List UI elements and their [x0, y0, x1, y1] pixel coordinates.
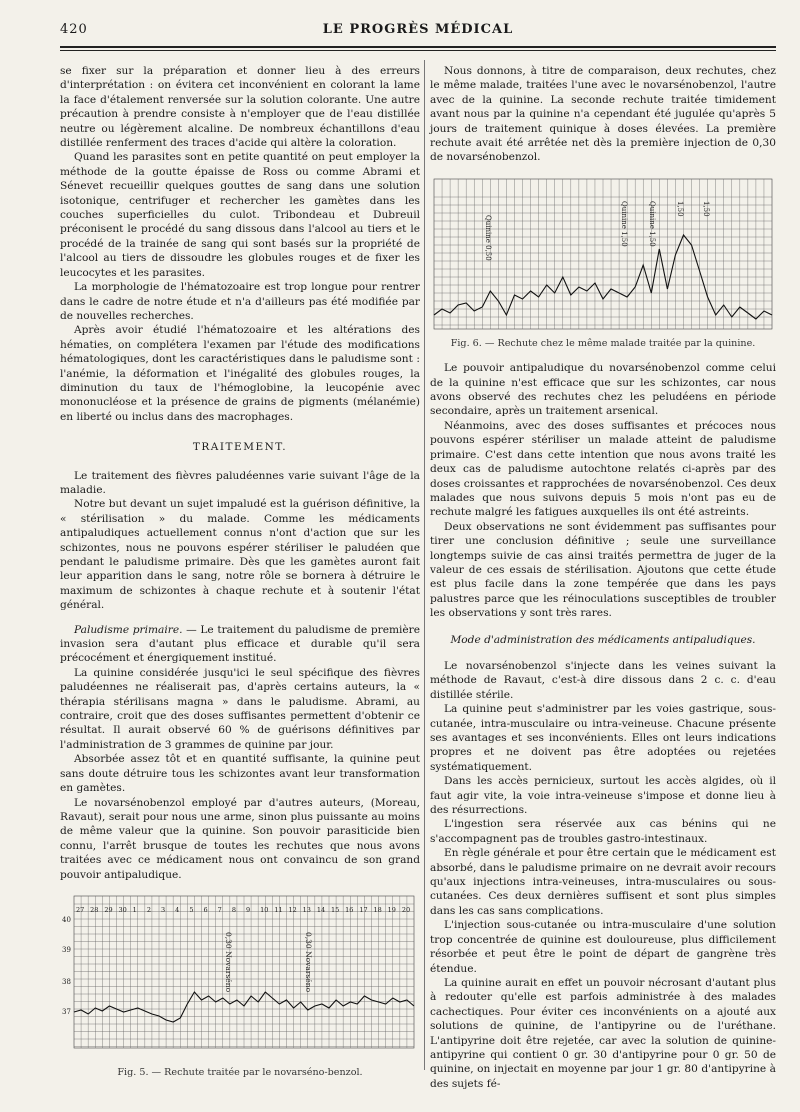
- paragraph: L'injection sous-cutanée ou intra-musculaire d'une solution trop concentrée de quinine est douloureuse, plus difficilement résorbée et peut être le point de départ de gangrène très étendue.: [430, 919, 776, 975]
- day-label: 16: [345, 905, 354, 914]
- dose-annotation: Quinine 0,50: [484, 214, 492, 261]
- paragraph: Le traitement des fièvres paludéennes varie suivant l'âge de la maladie.: [60, 469, 420, 496]
- dose-annotation: Quinine 1,50: [620, 200, 628, 247]
- paragraph: Absorbée assez tôt et en quantité suffisante, la quinine peut sans doute détruire tous les schizontes avant leur transformation en gamètes.: [60, 753, 420, 795]
- section-subheading: Mode d'administration des médicaments antipaludiques.: [450, 633, 756, 646]
- day-label: 27: [76, 905, 85, 914]
- column-divider: [424, 60, 425, 1070]
- day-label: 9: [246, 905, 251, 914]
- paragraph: Le novarsénobenzol employé par d'autres auteurs, (Moreau, Ravaut), serait pour nous une arme, sinon plus puissante au moins de même valeur que la quinine. Son pouvoir parasiticide bien connu, l'arrêt brusque de toutes les rechutes que nous avons traitées avec ce médicament nous ont convaincu de son grand pouvoir antipaludique.: [60, 796, 420, 881]
- y-tick-label: 40: [62, 915, 71, 924]
- day-label: 29: [104, 905, 113, 914]
- figure-caption: Fig. 6. — Rechute chez le même malade traitée par la quinine.: [450, 337, 756, 349]
- paragraph: [60, 623, 420, 666]
- day-label: 8: [231, 905, 236, 914]
- paragraph-body: — Le traitement du paludisme de première invasion sera d'autant plus efficace et durable qu'il sera précocément et énergiquement institué.: [60, 623, 420, 665]
- paragraph: Après avoir étudié l'hématozoaire et les altérations des hématies, on complétera l'examen par l'étude des modifications hématologiques, dont les caractéristiques dans le paludisme sont : l'anémie, la déformation et l'inégalité des globules rouges, la diminution du taux de l'hémoglobine, la leucopénie avec mononucléose et la présence de grains de pigments (mélanémie) en liberté ou inclus dans des macrophages.: [60, 324, 420, 423]
- paragraph: Deux observations ne sont évidemment pas suffisantes pour tirer une conclusion définitive ; seule une surveillance longtemps suivie de cas ainsi traités permettra de juger de la valeur de ces essais de stérilisation. Ajoutons que cette étude est plus facile dans la zone tempérée que dans les pays palustres parce que les réinoculations susceptibles de troubler les observations y sont très rares.: [430, 520, 776, 620]
- dose-annotation: 1,50: [702, 200, 710, 217]
- left-column: [60, 64, 420, 1082]
- running-header: [60, 20, 776, 42]
- paragraph: Néanmoins, avec des doses suffisantes et précoces nous pouvons espérer stériliser un malade atteint de paludisme primaire. C'est dans cette intention que nous avons traité les deux cas de paludisme autochtone relatés ci-après par des doses croissantes et rapprochées de novarsénobenzol. Ces deux malades que nous suivons depuis 5 mois n'ont pas eu de rechute malgré les fatigues auxquelles ils ont été astreints.: [430, 419, 776, 519]
- day-label: 12: [288, 905, 297, 914]
- day-label: 7: [217, 905, 222, 914]
- y-tick-label: 38: [62, 977, 71, 986]
- day-label: 28: [90, 905, 99, 914]
- day-label: 20: [401, 905, 411, 914]
- figure-5: [60, 892, 420, 1080]
- day-label: 19: [387, 905, 396, 914]
- day-label: 14: [316, 905, 326, 914]
- paragraph: En règle générale et pour être certain que le médicament est absorbé, dans le paludisme primaire on ne devrait avoir recours qu'aux injections intra-veineuses, intra-musculaires ou sous-cutanées. Ces deux dernières suffisent et sont plus simples dans les cas sans complications.: [430, 847, 776, 917]
- temperature-chart-fig6: [430, 175, 776, 335]
- temperature-chart-fig5: [60, 892, 420, 1064]
- day-label: 18: [373, 905, 382, 914]
- day-label: 30: [118, 905, 127, 914]
- dose-annotation: Quinine 1,50: [648, 200, 656, 247]
- paragraph: Notre but devant un sujet impaludé est la guérison définitive, la « stérilisation » du malade. Comme les médicaments antipaludiques actuellement connus n'ont d'action que sur les schizontes, nous ne pouvons espérer stériliser le paludéen que pendant le paludisme primaire. Dès que les gamètes auront fait leur apparition dans le sang, notre rôle se bornera à détruire le maximum de schizontes à chaque rechute et à soutenir l'état général.: [60, 498, 420, 612]
- page-number: 420: [60, 22, 88, 37]
- paragraph: La morphologie de l'hématozoaire est trop longue pour rentrer dans le cadre de notre étude et n'a d'ailleurs pas été modifiée par de nouvelles recherches.: [60, 281, 420, 322]
- y-tick-label: 39: [62, 945, 71, 954]
- header-rule-thin: [60, 50, 776, 51]
- journal-title: LE PROGRÈS MÉDICAL: [322, 22, 514, 37]
- figure-6: [430, 175, 776, 351]
- day-label: 10: [260, 905, 269, 914]
- paragraph: Quand les parasites sont en petite quantité on peut employer la méthode de la goutte épaisse de Ross ou comme Abrami et Sénevet recueillir quelques gouttes de sang dans une solution isotonique, centrifuger et rechercher les gamètes dans les couches superficielles du culot. Tribondeau et Dubreuil préconisent le procédé du sang dissous dans l'alcool au tiers et le procédé de la trainée de sang qui sont basés sur la propriété de l'alcool au tiers de dissoudre les globules rouges et de fixer les leucocytes et les parasites.: [60, 151, 420, 279]
- day-label: 15: [331, 905, 340, 914]
- day-label: 1: [132, 905, 137, 914]
- right-column: [430, 64, 776, 1091]
- paragraph: Nous donnons, à titre de comparaison, deux rechutes, chez le même malade, traitées l'une avec le novarsénobenzol, l'autre avec de la quinine. La seconde rechute traitée timidement avant nous par la quinine n'a cependant été jugulée qu'après 5 jours de traitement quinique à doses élevées. La première rechute avait été arrêtée net dès la première injection de 0,30 de novarsénobenzol.: [430, 65, 776, 164]
- paragraph: La quinine considérée jusqu'ici le seul spécifique des fièvres paludéennes ne réaliserait pas, d'après certains auteurs, la « thérapia stérilisans magna » dans le paludisme. Abrami, au contraire, croit que des doses suffisantes permettent d'obtenir ce résultat. Il aurait observé 60 % de guérisons définitives par l'administration de 3 grammes de quinine par jour.: [60, 666, 420, 751]
- paragraph: La quinine peut s'administrer par les voies gastrique, sous-cutanée, intra-musculaire ou intra-veineuse. Chacune présente ses avantages et ses inconvénients. Elles ont leurs indications propres et ne doivent pas être adoptées ou rejetées systématiquement.: [430, 703, 776, 773]
- paragraph: se fixer sur la préparation et donner lieu à des erreurs d'interprétation : on évitera cet inconvénient en colorant la lame la face d'étalement renversée sur la solution colorante. Une autre précaution à prendre consiste à n'employer que de l'eau distillée neutre ou légèrement alcaline. De nombreux échantillons d'eau distillée renferment des traces d'acide qui altère la coloration.: [60, 65, 420, 150]
- paragraph: Dans les accès pernicieux, surtout les accès algides, où il faut agir vite, la voie intra-veineuse s'impose et donne lieu à des résurrections.: [430, 775, 776, 817]
- figure-caption: Fig. 5. — Rechute traitée par le novarséno-benzol.: [117, 1066, 363, 1078]
- injection-annotation: 0,30 Novarséno: [224, 931, 233, 993]
- injection-annotation: 0,30 Novarséno: [304, 931, 313, 993]
- day-label: 6: [203, 905, 208, 914]
- dose-annotation: 1,50: [676, 200, 684, 217]
- paragraph: La quinine aurait en effet un pouvoir nécrosant d'autant plus à redouter qu'elle est parfois administrée à des malades cachectiques. Pour éviter ces inconvénients on a ajouté aux solutions de quinine, de l'antipyrine ou de l'uréthane. L'antipyrine doit être rejetée, car avec la solution de quinine-antipyrine qui contient 0 gr. 30 d'antipyrine pour 0 gr. 50 de quinine, on injectait en moyenne par jour 1 gr. 80 d'antipyrine à des sujets fé-: [430, 976, 776, 1090]
- header-rule: [60, 46, 776, 48]
- day-label: 2: [146, 905, 151, 914]
- paragraph: Le pouvoir antipaludique du novarsénobenzol comme celui de la quinine n'est efficace que sur les schizontes, car nous avons observé des rechutes chez les peludéens en période secondaire, après un traitement arsenical.: [430, 362, 776, 418]
- day-label: 17: [359, 905, 368, 914]
- day-label: 13: [302, 905, 311, 914]
- day-label: 5: [189, 905, 194, 914]
- paragraph: Le novarsénobenzol s'injecte dans les veines suivant la méthode de Ravaut, c'est-à dire dissous dans 2 c. c. d'eau distillée stérile.: [430, 659, 776, 701]
- paragraph: L'ingestion sera réservée aux cas bénins qui ne s'accompagnent pas de troubles gastro-intestinaux.: [430, 818, 776, 845]
- y-tick-label: 37: [62, 1007, 71, 1016]
- day-label: 11: [274, 905, 283, 914]
- day-label: 3: [161, 905, 166, 914]
- day-label: 4: [175, 905, 180, 914]
- section-heading: TRAITEMENT.: [192, 441, 288, 454]
- run-in-heading: Paludisme primaire.: [74, 623, 183, 636]
